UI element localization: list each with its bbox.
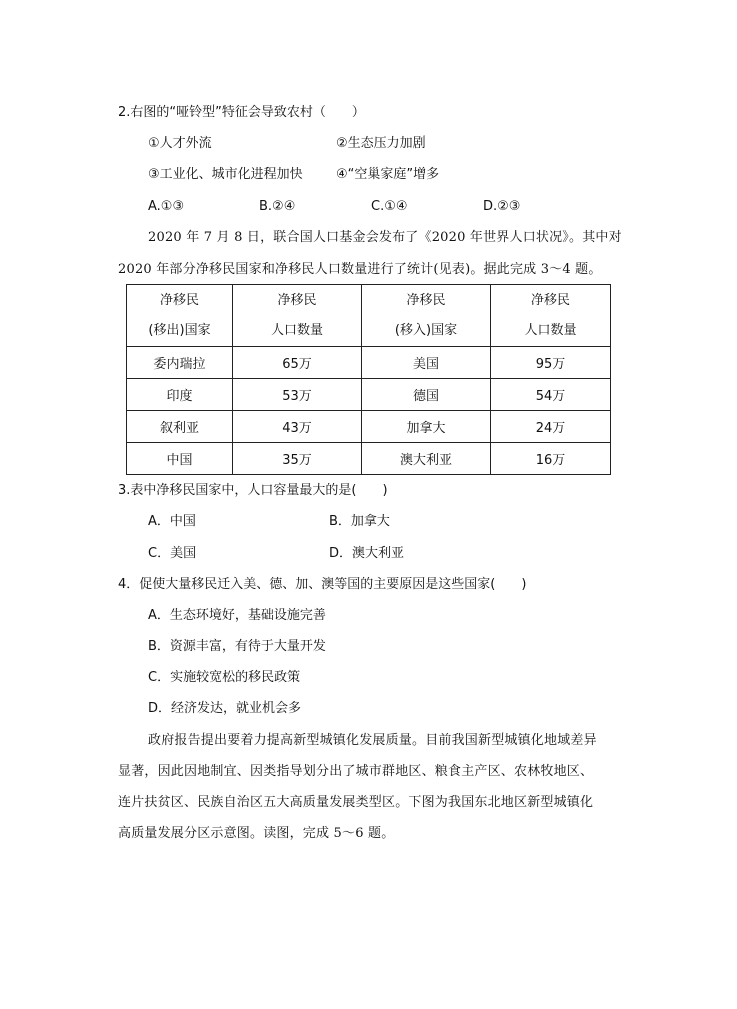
table-row xyxy=(127,411,611,443)
q4-option-c: C．实施较宽松的移民政策 xyxy=(148,670,301,685)
q2-item-1: ①人才外流 xyxy=(148,136,212,151)
q2-item-4: ④“空巢家庭”增多 xyxy=(336,167,440,182)
table-cell: 24万 xyxy=(491,411,611,443)
intro2-line-1: 政府报告提出要着力提高新型城镇化发展质量。目前我国新型城镇化地域差异 xyxy=(148,733,597,748)
q2-item-2: ②生态压力加剧 xyxy=(336,136,426,151)
table-cell: 委内瑞拉 xyxy=(127,347,233,379)
table-header-cell: 净移民 人口数量 xyxy=(491,285,611,347)
q3-option-b: B．加拿大 xyxy=(329,514,390,529)
table-cell: 德国 xyxy=(362,379,491,411)
table-cell: 35万 xyxy=(233,443,362,475)
q2-stem: 2.右图的“哑铃型”特征会导致农村（ ） xyxy=(118,105,365,120)
table-cell: 16万 xyxy=(491,443,611,475)
table-cell: 印度 xyxy=(127,379,233,411)
table-cell: 43万 xyxy=(233,411,362,443)
migration-table xyxy=(126,284,611,475)
q4-option-b: B．资源丰富，有待于大量开发 xyxy=(148,639,326,654)
table-cell: 95万 xyxy=(491,347,611,379)
table-cell: 澳大利亚 xyxy=(362,443,491,475)
intro2-line-3: 连片扶贫区、民族自治区五大高质量发展类型区。下图为我国东北地区新型城镇化 xyxy=(118,795,594,810)
q2-option-b: B.②④ xyxy=(259,199,296,214)
q4-stem: 4．促使大量移民迁入美、德、加、澳等国的主要原因是这些国家( ) xyxy=(118,577,527,592)
q3-option-c: C．美国 xyxy=(148,546,197,561)
table-header-row xyxy=(127,285,611,347)
q3-option-d: D．澳大利亚 xyxy=(329,546,405,561)
q3-option-a: A．中国 xyxy=(148,514,196,529)
table-cell: 中国 xyxy=(127,443,233,475)
table-cell: 65万 xyxy=(233,347,362,379)
q2-option-d: D.②③ xyxy=(483,199,521,214)
table-row xyxy=(127,347,611,379)
q2-option-c: C.①④ xyxy=(371,199,408,214)
table-cell: 54万 xyxy=(491,379,611,411)
table-row xyxy=(127,379,611,411)
intro1-line-1: 2020 年 7 月 8 日，联合国人口基金会发布了《2020 年世界人口状况》。其中对 xyxy=(148,230,622,245)
table-cell: 53万 xyxy=(233,379,362,411)
intro1-line-2: 2020 年部分净移民国家和净移民人口数量进行了统计(见表)。据此完成 3～4 题。 xyxy=(118,262,602,277)
table-cell: 加拿大 xyxy=(362,411,491,443)
table-cell: 叙利亚 xyxy=(127,411,233,443)
q2-item-3: ③工业化、城市化进程加快 xyxy=(148,167,303,182)
intro2-line-2: 显著，因此因地制宜、因类指导划分出了城市群地区、粮食主产区、农林牧地区、 xyxy=(118,764,594,779)
intro2-line-4: 高质量发展分区示意图。读图，完成 5～6 题。 xyxy=(118,826,395,841)
q4-option-d: D．经济发达，就业机会多 xyxy=(148,701,302,716)
q3-stem: 3.表中净移民国家中，人口容量最大的是( ) xyxy=(118,483,388,498)
table-header-cell: 净移民 人口数量 xyxy=(233,285,362,347)
table-header-cell: 净移民 (移入)国家 xyxy=(362,285,491,347)
q2-option-a: A.①③ xyxy=(148,199,185,214)
table-row xyxy=(127,443,611,475)
table-cell: 美国 xyxy=(362,347,491,379)
table-header-cell: 净移民 (移出)国家 xyxy=(127,285,233,347)
q4-option-a: A．生态环境好，基础设施完善 xyxy=(148,608,326,623)
